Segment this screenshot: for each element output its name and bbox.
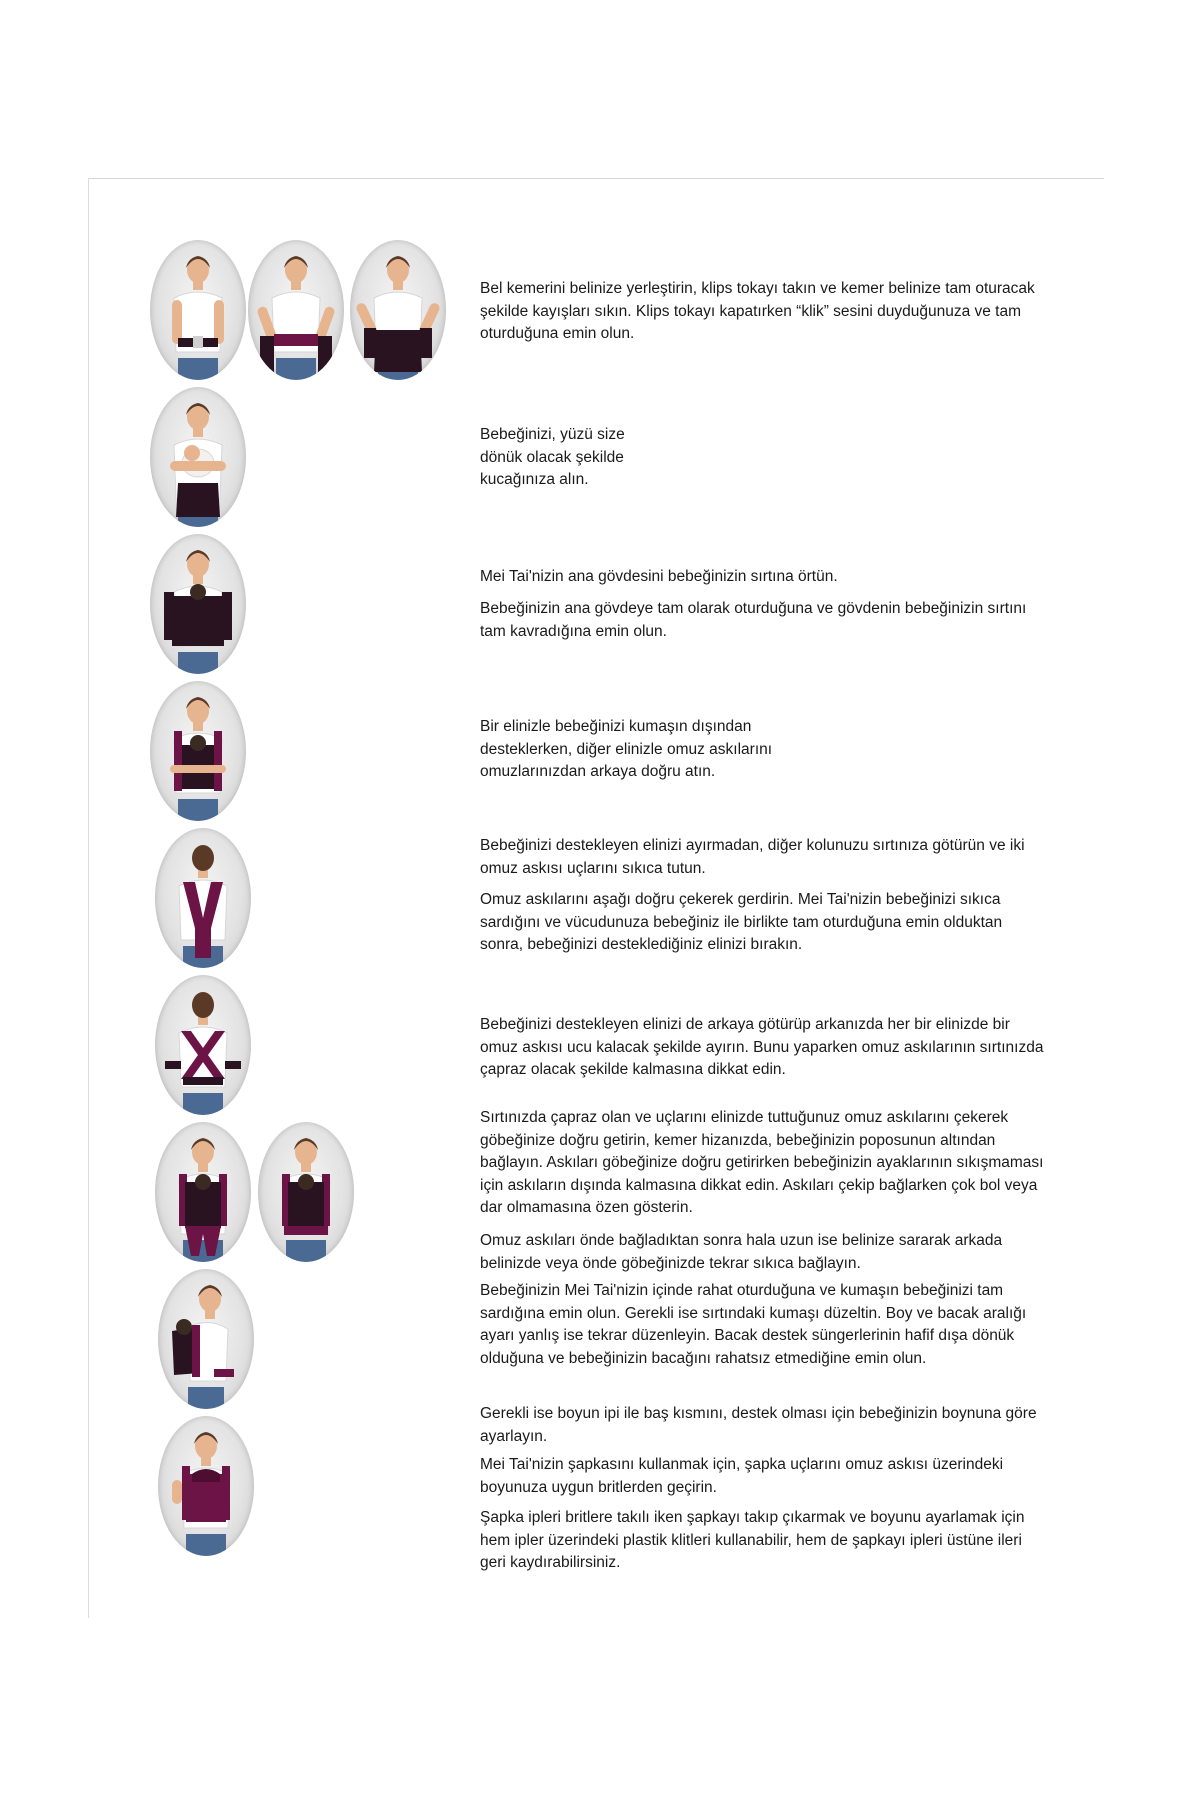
photo-step-5 bbox=[155, 828, 251, 968]
carrier-back-cross-icon bbox=[155, 975, 251, 1115]
step-4-text: Bir elinizle bebeğinizi kumaşın dışından desteklerken, diğer elinizle omuz askılarını omuzlarınızdan arkaya doğru atın. bbox=[480, 718, 773, 780]
carrier-front-tie-icon bbox=[155, 1122, 251, 1262]
step-6-text: Bebeğinizi destekleyen elinizi de arkaya götürüp arkanızda her bir elinizde bir omuz askısı ucu kalacak şekilde ayırın. Bunu yaparken omuz askılarının sırtınızda çapraz olacak şekilde kalmasına dikkat edin. bbox=[480, 1016, 1044, 1078]
carrier-over-baby-icon bbox=[150, 534, 246, 674]
top-divider bbox=[88, 178, 1104, 179]
step-7-note-text: Omuz askıları önde bağladıktan sonra hala uzun ise belinize sararak arkada belinizde veya önde göbeğinizde tekrar sıkıca bağlayın. bbox=[480, 1232, 1003, 1272]
carrier-straps-front-icon bbox=[150, 681, 246, 821]
step-11-text: Şapka ipleri britlere takılı iken şapkayı takıp çıkarmak ve boyunu ayarlamak için hem ipler üzerindeki plastik klitleri kullanabilir, hem de şapkayı ipleri üstüne ileri geri kaydırabilirsiniz. bbox=[480, 1509, 1025, 1571]
photo-step-6 bbox=[155, 975, 251, 1115]
step-3-text: Mei Tai'nizin ana gövdesini bebeğinizin sırtına örtün. bbox=[480, 568, 838, 585]
carrier-hat-icon bbox=[158, 1416, 254, 1556]
photo-step-3 bbox=[150, 534, 246, 674]
woman-belt-icon bbox=[248, 240, 344, 380]
photo-step-7b bbox=[258, 1122, 354, 1262]
photo-step-9 bbox=[158, 1416, 254, 1556]
step-2-text: Bebeğinizi, yüzü size dönük olacak şekilde kucağınıza alın. bbox=[480, 426, 625, 488]
step-9-text: Gerekli ise boyun ipi ile baş kısmını, destek olması için bebeğinizin boynuna göre ayarlayın. bbox=[480, 1405, 1037, 1445]
woman-belt-icon bbox=[350, 240, 446, 380]
step-3-note-text: Bebeğinizin ana gövdeye tam olarak oturduğuna ve gövdenin bebeğinizin sırtını tam kavradığına emin olun. bbox=[480, 600, 1027, 640]
photo-step-1c bbox=[350, 240, 446, 380]
photo-step-8 bbox=[158, 1269, 254, 1409]
woman-holding-baby-icon bbox=[150, 387, 246, 527]
carrier-front-tie-icon bbox=[258, 1122, 354, 1262]
photo-step-1a bbox=[150, 240, 246, 380]
woman-belt-icon bbox=[150, 240, 246, 380]
photo-step-4 bbox=[150, 681, 246, 821]
step-5-text: Bebeğinizi destekleyen elinizi ayırmadan, diğer kolunuzu sırtınıza götürün ve iki omuz askısı uçlarını sıkıca tutun. bbox=[480, 837, 1025, 877]
step-7-text: Sırtınızda çapraz olan ve uçlarını elinizde tuttuğunuz omuz askılarını çekerek göbeğinize doğru getirin, kemer hizanızda, bebeğinizin poposunun altından bağlayın. Askıları göbeğinize doğru getirirken bebeğinizin ayaklarının sıkışmaması için askıların dışında kalmasına dikkat edin. Askıları çekip bağlarken çok bol veya dar olmamasına özen gösterin. bbox=[480, 1109, 1044, 1216]
carrier-back-straps-icon bbox=[155, 828, 251, 968]
photo-step-7a bbox=[155, 1122, 251, 1262]
photo-step-2 bbox=[150, 387, 246, 527]
step-1-text: Bel kemerini belinize yerleştirin, klips tokayı takın ve kemer belinize tam oturacak şekilde kayışları sıkın. Klips tokayı kapatırken “klik” sesini duyduğunuza ve tam oturduğuna emin olun. bbox=[480, 280, 1035, 342]
step-5-note-text: Omuz askılarını aşağı doğru çekerek gerdirin. Mei Tai'nizin bebeğinizi sıkıca sardığını ve vücudunuza bebeğiniz ile birlikte tam oturduğuna emin olduktan sonra, bebeğinizi desteklediğiniz elinizi bırakın. bbox=[480, 891, 1003, 953]
left-divider bbox=[88, 178, 89, 1618]
carrier-side-view-icon bbox=[158, 1269, 254, 1409]
step-8-text: Bebeğinizin Mei Tai'nizin içinde rahat oturduğuna ve kumaşın bebeğinizi tam sardığına emin olun. Gerekli ise sırtındaki kumaşı düzeltin. Boy ve bacak aralığı ayarı yanlış ise tekrar düzenleyin. Bacak destek süngerlerinin hafif dışa dönük olduğuna ve bebeğinizin bacağını rahatsız etmediğine emin olun. bbox=[480, 1282, 1027, 1367]
photo-step-1b bbox=[248, 240, 344, 380]
step-10-text: Mei Tai'nizin şapkasını kullanmak için, şapka uçlarını omuz askısı üzerindeki boyunuza uygun britlerden geçirin. bbox=[480, 1456, 1004, 1496]
